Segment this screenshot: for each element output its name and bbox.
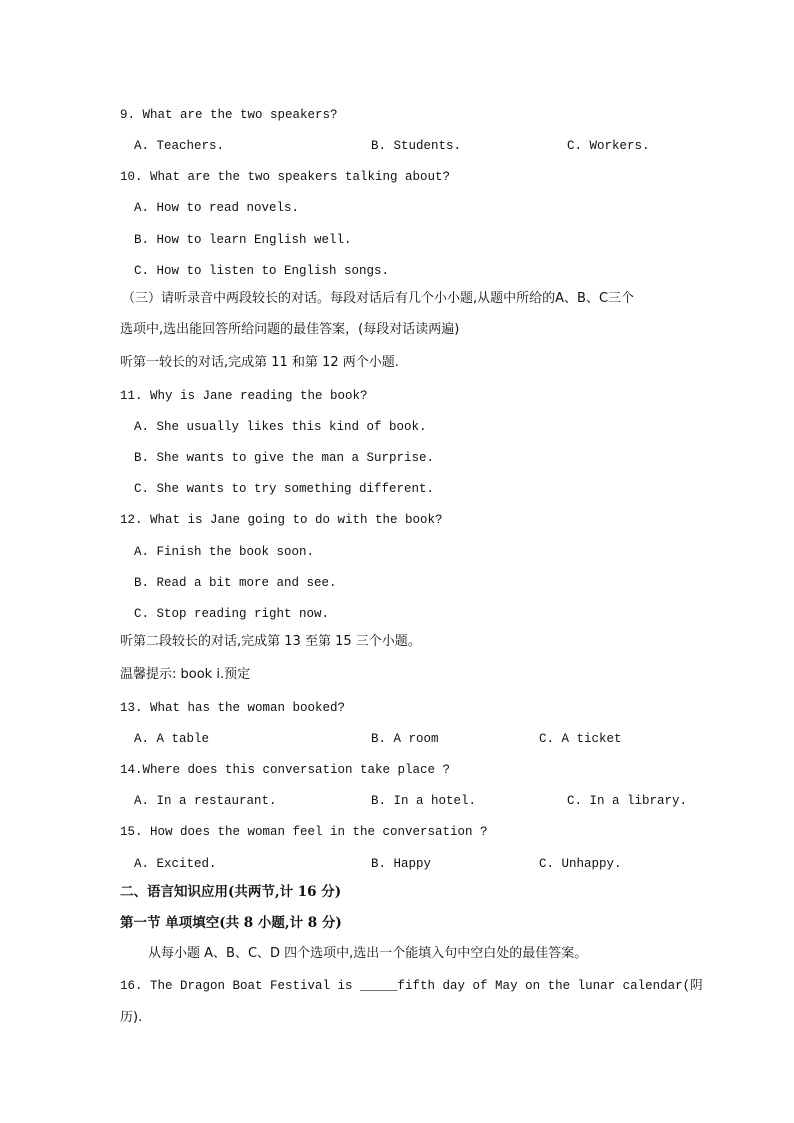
vocab-tip: 温馨提示: book i.预定 <box>120 667 251 682</box>
q11-option-b: B. She wants to give the man a Surprise. <box>134 451 435 465</box>
q14-option-c: C. In a library. <box>567 794 688 808</box>
q14-option-b: B. In a hotel. <box>371 794 477 808</box>
q14-question: 14.Where does this conversation take place ? <box>120 763 451 777</box>
q13-option-c: C. A ticket <box>539 732 622 746</box>
q13-option-a: A. A table <box>134 732 210 746</box>
section1-instruction: 从每小题 A、B、C、D 四个选项中,选出一个能填入句中空白处的最佳答案。 <box>148 946 588 961</box>
q13-option-b: B. A room <box>371 732 439 746</box>
q16-line1: 16. The Dragon Boat Festival is _____fifth day of May on the lunar calendar(阴 <box>120 979 703 993</box>
section3-instruction-line2: 选项中,选出能回答所给问题的最佳答案，(每段对话读两遍) <box>120 322 460 337</box>
dialog1-intro: 听第一较长的对话,完成第 11 和第 12 两个小题. <box>120 355 399 370</box>
q15-question: 15. How does the woman feel in the conversation ? <box>120 825 488 839</box>
q11-option-a: A. She usually likes this kind of book. <box>134 420 427 434</box>
q10-option-c: C. How to listen to English songs. <box>134 264 390 278</box>
q9-option-a: A. Teachers. <box>134 139 225 153</box>
q15-option-c: C. Unhappy. <box>539 857 622 871</box>
q13-question: 13. What has the woman booked? <box>120 701 346 715</box>
dialog2-intro: 听第二段较长的对话,完成第 13 至第 15 三个小题。 <box>120 634 421 649</box>
q12-question: 12. What is Jane going to do with the book? <box>120 513 443 527</box>
q11-question: 11. Why is Jane reading the book? <box>120 389 368 403</box>
q9-option-c: C. Workers. <box>567 139 650 153</box>
q12-option-b: B. Read a bit more and see. <box>134 576 337 590</box>
q15-option-a: A. Excited. <box>134 857 217 871</box>
q9-question: 9. What are the two speakers? <box>120 108 338 122</box>
q10-option-b: B. How to learn English well. <box>134 233 352 247</box>
section1-heading: 第一节 单项填空(共 8 小题,计 8 分) <box>120 915 342 931</box>
q14-option-a: A. In a restaurant. <box>134 794 277 808</box>
q12-option-a: A. Finish the book soon. <box>134 545 315 559</box>
q11-option-c: C. She wants to try something different. <box>134 482 435 496</box>
q15-option-b: B. Happy <box>371 857 432 871</box>
section3-instruction-line1: （三）请听录音中两段较长的对话。每段对话后有几个小小题,从题中所给的A、B、C三个 <box>122 291 635 306</box>
q12-option-c: C. Stop reading right now. <box>134 607 330 621</box>
q10-question: 10. What are the two speakers talking about? <box>120 170 451 184</box>
q10-option-a: A. How to read novels. <box>134 201 300 215</box>
part2-heading: 二、语言知识应用(共两节,计 16 分) <box>120 884 342 900</box>
q16-line2: 历). <box>120 1010 143 1025</box>
q9-option-b: B. Students. <box>371 139 462 153</box>
